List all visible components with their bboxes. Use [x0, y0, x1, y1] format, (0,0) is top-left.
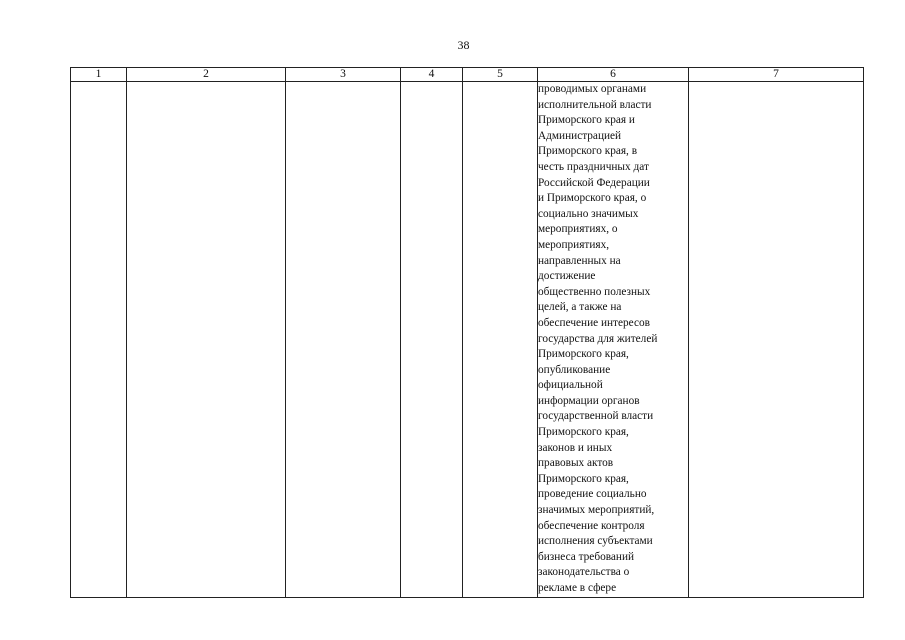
cell-text-line: государственной власти — [538, 410, 654, 423]
cell-text-line: обеспечение интересов — [538, 316, 650, 329]
cell-text-line: бизнеса требований — [538, 550, 635, 563]
cell-text-line: законов и иных — [538, 441, 613, 454]
column-header-5: 5 — [463, 68, 538, 82]
cell-text-line: законодательства о — [538, 566, 630, 579]
table-cell-col7 — [689, 82, 864, 598]
cell-text-line: опубликование — [538, 363, 611, 376]
cell-text-line: Российской Федерации — [538, 176, 650, 189]
cell-text-line: проводимых органами — [538, 83, 647, 95]
cell-text-line: рекламе в сфере — [538, 582, 617, 594]
column-header-4: 4 — [401, 68, 463, 82]
cell-text-line: Администрацией — [538, 129, 622, 142]
cell-text-line: государства для жителей — [538, 332, 658, 345]
cell-text-line: Приморского края и — [538, 114, 635, 127]
page-number: 38 — [457, 38, 470, 52]
table-header-row — [71, 68, 864, 82]
column-header-2: 2 — [127, 68, 286, 82]
document-table — [70, 67, 864, 598]
table-cell-col2 — [127, 82, 286, 598]
column-header-1: 1 — [71, 68, 127, 82]
column-header-3: 3 — [286, 68, 401, 82]
table-row — [71, 82, 864, 598]
cell-text-line: официальной — [538, 379, 603, 392]
table-cell-col3 — [286, 82, 401, 598]
cell-text-line: социально значимых — [538, 207, 639, 220]
cell-text-line: обеспечение контроля — [538, 519, 645, 532]
cell-text-line: общественно полезных — [538, 285, 651, 298]
cell-text-line: целей, а также на — [538, 301, 622, 314]
cell-text-line: информации органов — [538, 394, 640, 407]
cell-text-line: исполнительной власти — [538, 98, 652, 111]
column-header-6: 6 — [538, 68, 689, 82]
cell-text-line: проведение социально — [538, 488, 647, 501]
table-cell-col6 — [538, 82, 689, 598]
cell-text-line: мероприятиях, о — [538, 223, 618, 236]
cell-text-line: честь праздничных дат — [538, 160, 649, 173]
cell-text-line: Приморского края, — [538, 348, 629, 361]
cell-text-line: мероприятиях, — [538, 238, 610, 251]
cell-text-line: достижение — [538, 270, 596, 283]
table-cell-col1 — [71, 82, 127, 598]
table-cell-col4 — [401, 82, 463, 598]
cell-text-line: Приморского края, в — [538, 145, 638, 158]
cell-text-line: Приморского края, — [538, 472, 629, 485]
table-cell-col5 — [463, 82, 538, 598]
cell-text-line: и Приморского края, о — [538, 192, 647, 205]
cell-text-line: Приморского края, — [538, 426, 629, 439]
cell-text-line: правовых актов — [538, 457, 614, 470]
cell-text-line: значимых мероприятий, — [538, 504, 655, 517]
cell-text-line: направленных на — [538, 254, 621, 267]
cell-text-line: исполнения субъектами — [538, 535, 653, 548]
column-header-7: 7 — [689, 68, 864, 82]
